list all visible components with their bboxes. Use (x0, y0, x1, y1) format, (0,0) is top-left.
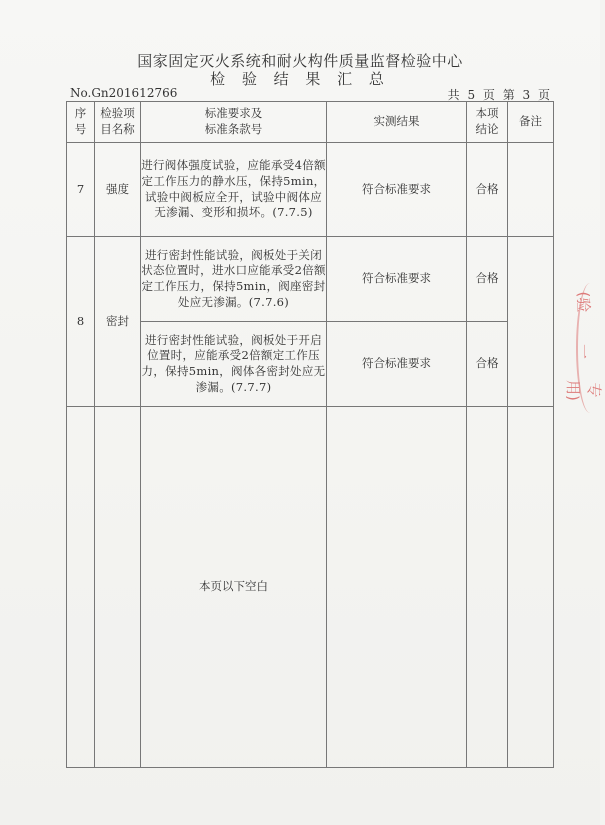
row-result: 符合标准要求 (327, 143, 467, 237)
row-conclusion: 合格 (467, 322, 508, 407)
row-conclusion: 合格 (467, 143, 508, 237)
row-requirement: 进行密封性能试验，阀板处于关闭状态位置时，进水口应能承受2倍额定工作压力，保持5min，阀座密封处应无渗漏。(7.7.6) (141, 237, 327, 322)
row-item: 密封 (95, 237, 141, 407)
header-conclusion: 本项 结论 (467, 102, 508, 143)
results-table (66, 101, 554, 768)
header-item: 检验项 目名称 (95, 102, 141, 143)
seal-char: 专用) (564, 380, 603, 401)
row-requirement: 进行阀体强度试验，应能承受4倍额定工作压力的静水压，保持5min，试验中阀板应全开，试验中阀体应无渗漏、变形和损坏。(7.7.5) (141, 143, 327, 237)
document-title: 检 验 结 果 汇 总 (210, 70, 390, 88)
blank-note: 本页以下空白 (141, 407, 327, 768)
row-seq: 8 (67, 237, 95, 407)
header-result: 实测结果 (327, 102, 467, 143)
table-row (67, 143, 554, 237)
organization-title: 国家固定灭火系统和耐火构件质量监督检验中心 (137, 52, 463, 70)
blank-row (67, 407, 554, 768)
table-row (67, 237, 554, 322)
table-row (67, 322, 554, 407)
header-seq: 序 号 (67, 102, 95, 143)
row-note (508, 237, 554, 407)
header-note: 备注 (508, 102, 554, 143)
row-result: 符合标准要求 (327, 322, 467, 407)
row-note (508, 143, 554, 237)
row-item: 强度 (95, 143, 141, 237)
header-requirement: 标准要求及 标准条款号 (141, 102, 327, 143)
seal-char: 一 (574, 343, 593, 359)
row-conclusion: 合格 (467, 237, 508, 322)
row-requirement: 进行密封性能试验，阀板处于开启位置时，应能承受2倍额定工作压力，保持5min，阀体各密封处应无渗漏。(7.7.7) (141, 322, 327, 407)
seal-stamp (564, 283, 603, 413)
report-number: No.Gn201612766 (70, 86, 178, 100)
table-header-row (67, 102, 554, 143)
seal-char: (验 (574, 291, 593, 313)
row-seq: 7 (67, 143, 95, 237)
row-result: 符合标准要求 (327, 237, 467, 322)
page-count: 共 5 页 第 3 页 (447, 88, 550, 102)
